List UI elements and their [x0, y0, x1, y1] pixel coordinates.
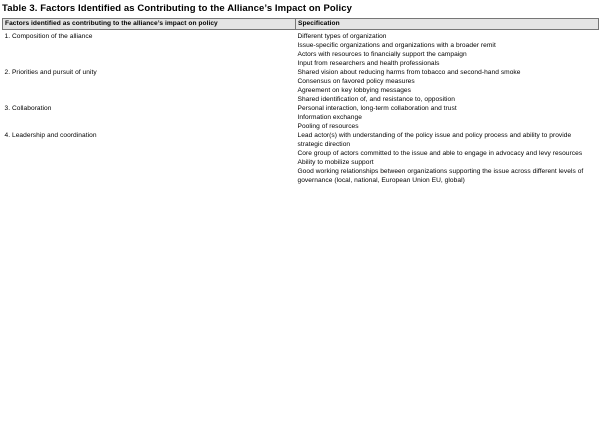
header-row — [3, 19, 599, 30]
specification-line: Core group of actors committed to the issue and able to engage in advocacy and levy resources — [297, 150, 583, 157]
specification-cell — [296, 68, 599, 104]
factor-cell: 3. Collaboration — [4, 105, 52, 112]
table-title: Table 3. Factors Identified as Contributing to the Alliance’s Impact on Policy — [2, 3, 353, 14]
specification-line: Lead actor(s) with understanding of the policy issue and policy process and ability to provide strategic direction — [297, 132, 572, 148]
table-row — [3, 131, 599, 185]
page — [0, 3, 600, 439]
specification-line: Good working relationships between organizations supporting the issue across different levels of governance (local, national, European Union EU, global) — [297, 168, 584, 184]
specification-line: Ability to mobilize support — [297, 159, 374, 166]
specification-line: Consensus on favored policy measures — [297, 78, 415, 85]
factor-cell: 4. Leadership and coordination — [4, 132, 97, 139]
factors-table — [2, 18, 599, 185]
specification-line: Issue-specific organizations and organizations with a broader remit — [297, 42, 496, 49]
factor-cell: 1. Composition of the alliance — [4, 33, 93, 40]
table-body — [3, 30, 599, 186]
table-row — [3, 104, 599, 131]
specification-cell — [296, 104, 599, 131]
specification-line: Pooling of resources — [297, 123, 359, 130]
specification-line: Agreement on key lobbying messages — [297, 87, 411, 94]
specification-line: Actors with resources to financially support the campaign — [297, 51, 467, 58]
header-specification: Specification — [296, 19, 599, 30]
specification-cell — [296, 131, 599, 185]
specification-line: Information exchange — [297, 114, 362, 121]
specification-line: Input from researchers and health professionals — [297, 60, 440, 67]
specification-cell — [296, 30, 599, 69]
header-factors: Factors identified as contributing to the alliance’s impact on policy — [3, 19, 296, 30]
factor-cell: 2. Priorities and pursuit of unity — [4, 69, 97, 76]
table-row — [3, 30, 599, 69]
specification-line: Personal interaction, long-term collaboration and trust — [297, 105, 457, 112]
specification-line: Shared identification of, and resistance to, opposition — [297, 96, 455, 103]
specification-line: Shared vision about reducing harms from tobacco and second-hand smoke — [297, 69, 521, 76]
table-row — [3, 68, 599, 104]
specification-line: Different types of organization — [297, 33, 387, 40]
